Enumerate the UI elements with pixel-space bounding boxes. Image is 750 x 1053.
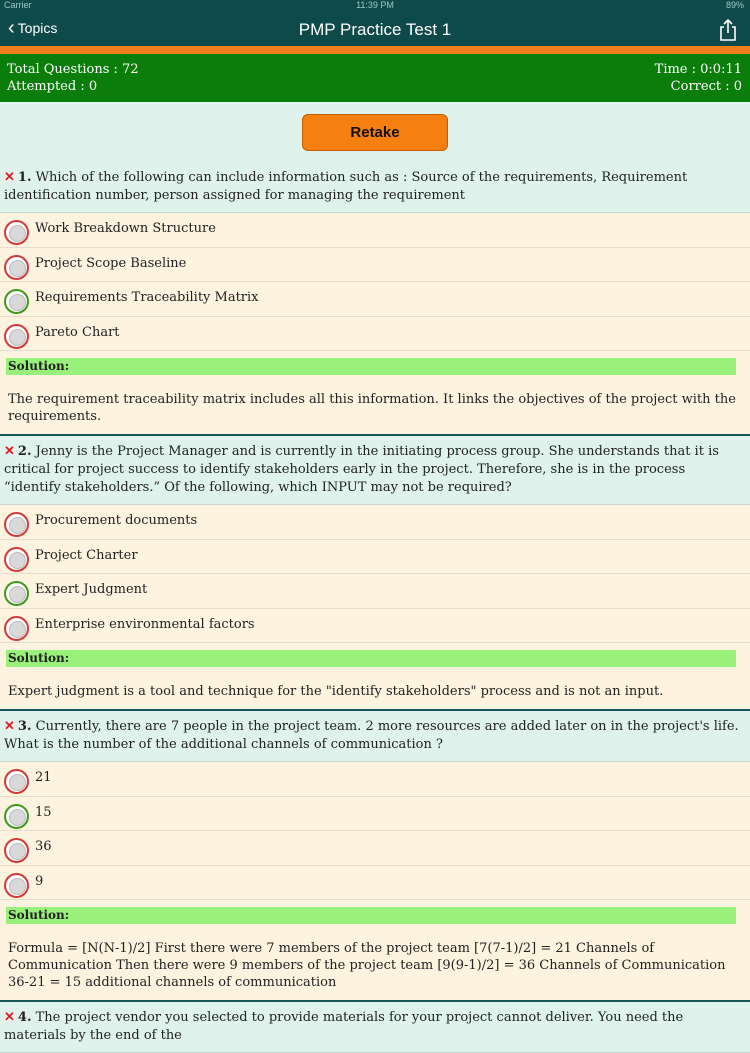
header-stripe bbox=[0, 46, 750, 54]
option-1c[interactable] bbox=[0, 282, 750, 317]
option-text: Pareto Chart bbox=[35, 324, 120, 340]
option-3b[interactable] bbox=[0, 797, 750, 832]
retake-button[interactable]: Retake bbox=[302, 114, 448, 151]
option-2d[interactable] bbox=[0, 609, 750, 644]
radio-button-icon[interactable] bbox=[4, 873, 29, 898]
question-number: 2. bbox=[17, 444, 32, 459]
chevron-left-icon: ‹ bbox=[8, 17, 15, 39]
page-title: PMP Practice Test 1 bbox=[298, 20, 452, 39]
radio-button-icon[interactable] bbox=[4, 289, 29, 314]
option-text: 21 bbox=[35, 770, 52, 785]
option-1a[interactable] bbox=[0, 213, 750, 248]
radio-button-icon[interactable] bbox=[4, 581, 29, 606]
solution-text: Formula = [N(N-1)/2] First there were 7 members of the project team [7(7-1)/2] = 21 Channels of Communication Then there were 9 members of the project team [9(9-1)/2] = 36 Channels of Communication 36-21 = 15 additional channels of communication bbox=[0, 932, 750, 1002]
option-2b[interactable] bbox=[0, 540, 750, 575]
question-number: 1. bbox=[17, 170, 32, 185]
question-number: 3. bbox=[17, 719, 32, 734]
share-button[interactable] bbox=[718, 18, 738, 42]
option-2c[interactable] bbox=[0, 574, 750, 609]
question-text: Currently, there are 7 people in the project team. 2 more resources are added later on in the project's life. What is the number of the additional channels of communication ? bbox=[4, 719, 739, 752]
question-3 bbox=[0, 711, 750, 762]
radio-button-icon[interactable] bbox=[4, 220, 29, 245]
option-text: Procurement documents bbox=[35, 513, 198, 528]
radio-button-icon[interactable] bbox=[4, 512, 29, 537]
radio-button-icon[interactable] bbox=[4, 324, 29, 349]
status-time: 11:39 PM bbox=[356, 0, 394, 10]
correct-count: Correct : 0 bbox=[670, 79, 742, 94]
wrong-icon: ✕ bbox=[4, 170, 15, 185]
option-text: 9 bbox=[35, 873, 44, 889]
radio-button-icon[interactable] bbox=[4, 255, 29, 280]
solution-header bbox=[0, 351, 750, 383]
solution-label: Solution: bbox=[6, 907, 736, 924]
wrong-icon: ✕ bbox=[4, 444, 15, 459]
question-2 bbox=[0, 436, 750, 505]
carrier-label: Carrier bbox=[4, 0, 32, 10]
option-3c[interactable] bbox=[0, 831, 750, 866]
back-label: Topics bbox=[17, 20, 58, 36]
option-1d[interactable] bbox=[0, 317, 750, 352]
question-number: 4. bbox=[17, 1010, 32, 1025]
battery-level: 89% bbox=[725, 0, 744, 10]
option-text: Work Breakdown Structure bbox=[35, 221, 216, 236]
question-text: Jenny is the Project Manager and is currently in the initiating process group. She understands that it is critical for project success to identify stakeholders early in the project. Therefore, she is in the process “identify stakeholders.” Of the following, which INPUT may not be required? bbox=[4, 444, 719, 495]
option-text: 36 bbox=[35, 839, 52, 854]
question-text: Which of the following can include information such as : Source of the requirements, Requirement identification number, person assigned for managing the requirement bbox=[4, 170, 688, 203]
option-text: Expert Judgment bbox=[35, 582, 148, 597]
solution-header bbox=[0, 900, 750, 932]
option-text: Project Scope Baseline bbox=[35, 255, 187, 271]
option-text: Enterprise environmental factors bbox=[35, 616, 255, 632]
question-1 bbox=[0, 162, 750, 213]
solution-label: Solution: bbox=[6, 650, 736, 667]
wrong-icon: ✕ bbox=[4, 1010, 15, 1025]
option-text: Requirements Traceability Matrix bbox=[35, 290, 259, 305]
option-1b[interactable] bbox=[0, 248, 750, 283]
option-3d[interactable] bbox=[0, 866, 750, 901]
stats-bar bbox=[0, 54, 750, 102]
radio-button-icon[interactable] bbox=[4, 769, 29, 794]
solution-header bbox=[0, 643, 750, 675]
wrong-icon: ✕ bbox=[4, 719, 15, 734]
option-text: 15 bbox=[35, 804, 52, 820]
question-text: The project vendor you selected to provide materials for your project cannot deliver. You need the materials by the end of the bbox=[4, 1010, 684, 1043]
radio-button-icon[interactable] bbox=[4, 804, 29, 829]
share-icon bbox=[718, 18, 738, 42]
solution-text: The requirement traceability matrix includes all this information. It links the objectives of the project with the requirements. bbox=[0, 383, 750, 436]
option-3a[interactable] bbox=[0, 762, 750, 797]
option-2a[interactable] bbox=[0, 505, 750, 540]
status-bar bbox=[0, 0, 750, 12]
elapsed-time: Time : 0:0:11 bbox=[654, 62, 742, 77]
solution-text: Expert judgment is a tool and technique for the "identify stakeholders" process and is not an input. bbox=[0, 675, 750, 711]
solution-label: Solution: bbox=[6, 358, 736, 375]
total-questions: Total Questions : 72 bbox=[7, 62, 139, 77]
option-text: Project Charter bbox=[35, 547, 138, 563]
radio-button-icon[interactable] bbox=[4, 838, 29, 863]
questions-list[interactable] bbox=[0, 102, 750, 1043]
attempted-count: Attempted : 0 bbox=[7, 79, 98, 94]
radio-button-icon[interactable] bbox=[4, 616, 29, 641]
radio-button-icon[interactable] bbox=[4, 547, 29, 572]
navigation-bar bbox=[0, 12, 750, 46]
retake-row bbox=[0, 102, 750, 162]
question-4 bbox=[0, 1002, 750, 1053]
